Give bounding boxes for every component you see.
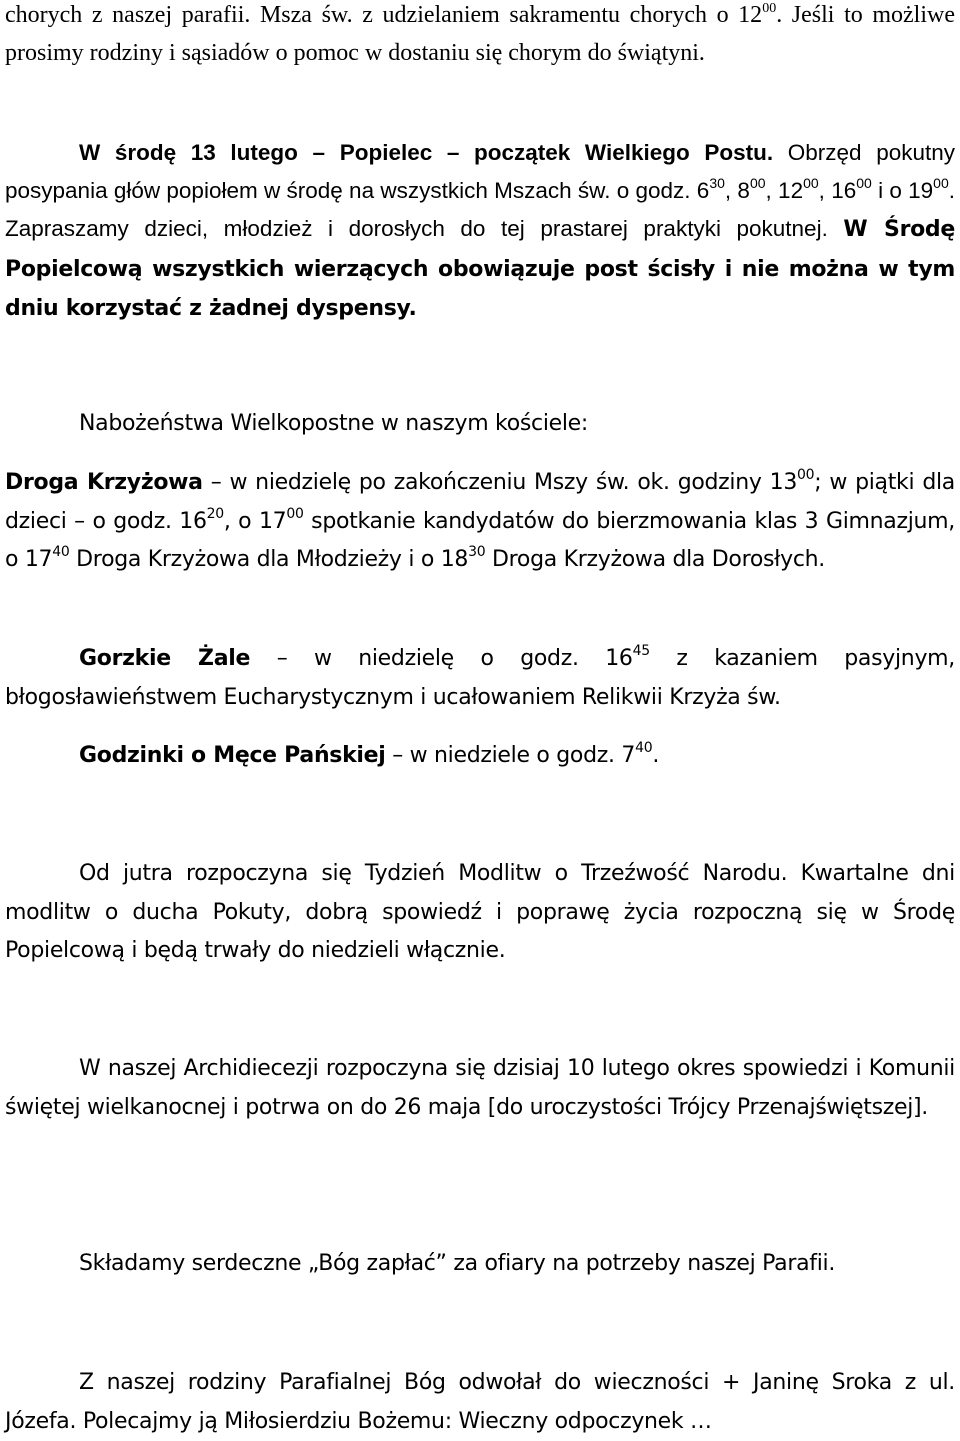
lamentations-heading: Gorzkie Żale (79, 646, 251, 671)
fast-obligation-notice: W Środę Popielcową wszystkich wierzących obowiązuje post ścisły i nie można w tym dniu korzystać z żadnej dyspensy. (5, 217, 956, 321)
ash-sup-4: 00 (856, 175, 872, 191)
ash-sup-5: 00 (933, 175, 949, 191)
lament-text-1: – w niedzielę o godz. 16 (250, 646, 633, 671)
paragraph-deceased: Z naszej rodziny Parafialnej Bóg odwołał do wieczności + Janinę Sroka z ul. Józefa. Polecajmy ją Miłosierdziu Bożemu: Wieczny odpoczynek … (5, 1370, 955, 1434)
ash-sup-3: 00 (803, 175, 819, 191)
stations-heading: Droga Krzyżowa (5, 470, 203, 495)
stations-text-1: – w niedzielę po zakończeniu Mszy św. ok. godziny 13 (202, 470, 798, 495)
little-hours-heading: Godzinki o Męce Pańskiej (79, 743, 386, 768)
lament-sup-1: 45 (632, 643, 650, 659)
paragraph-sobriety-week: Od jutra rozpoczyna się Tydzień Modlitw o Trzeźwość Narodu. Kwartalne dni modlitw o ducha Pokuty, dobrą spowiedź i poprawę życia rozpoczną się w Środę Popielcową i będą trwały do niedzieli włącznie. (5, 861, 955, 963)
lenten-services-heading: Nabożeństwa Wielkopostne w naszym kościele: (79, 411, 589, 436)
paragraph-stations-of-cross (5, 464, 955, 580)
ash-sup-2: 00 (749, 175, 766, 191)
stations-sup-3: 00 (286, 505, 304, 522)
paragraph-thanks: Składamy serdeczne „Bóg zapłać” za ofiary na potrzeby naszej Parafii. (79, 1251, 836, 1276)
ash-sup-1: 30 (709, 175, 725, 191)
stations-sup-1: 00 (797, 467, 815, 483)
stations-text-4: spotkanie kandydatów do bierzmowania klas 3 Gimnazjum, o 17 (5, 508, 955, 572)
ash-text-3: , 12 (765, 178, 804, 203)
stations-text-6: Droga Krzyżowa dla Dorosłych. (485, 547, 825, 572)
paragraph-little-hours (5, 737, 955, 776)
paragraph-sick-mass (5, 0, 955, 72)
hours-sup-1: 40 (635, 740, 653, 756)
sick-text-2: . Jeśli to możliwe prosimy rodziny i sąsiadów o pomoc w dostaniu się chorym do świątyni. (5, 2, 955, 66)
lament-text-2: z kazaniem pasyjnym, błogosławieństwem Eucharystycznym i ucałowaniem Relikwii Krzyża św. (5, 646, 955, 710)
ash-text-6: . Zapraszamy dzieci, młodzież i dorosłych do tej prastarej praktyki pokutnej. (5, 178, 956, 241)
sick-time-sup: 00 (762, 1, 777, 16)
ash-text-5: i o 19 (871, 178, 934, 203)
stations-sup-4: 40 (52, 544, 70, 560)
stations-text-5: Droga Krzyżowa dla Młodzieży i o 18 (69, 547, 469, 572)
stations-sup-2: 20 (206, 505, 224, 522)
stations-sup-5: 30 (468, 544, 486, 560)
ash-wednesday-heading: W środę 13 lutego – Popielec – początek Wielkiego Postu. (79, 140, 774, 165)
hours-text-2: . (652, 743, 660, 768)
paragraph-bitter-lamentations (5, 640, 955, 717)
hours-text-1: – w niedziele o godz. 7 (385, 743, 636, 768)
ash-text-4: , 16 (818, 178, 857, 203)
paragraph-easter-confession: W naszej Archidiecezji rozpoczyna się dzisiaj 10 lutego okres spowiedzi i Komunii świętej wielkanocnej i potrwa on do 26 maja [do uroczystości Trójcy Przenajświętszej]. (5, 1056, 955, 1120)
stations-text-3: , o 17 (223, 508, 287, 534)
ash-text-1: Obrzęd pokutny posypania głów popiołem w środę na wszystkich Mszach św. o godz. 6 (5, 140, 955, 203)
ash-text-2: , 8 (724, 178, 750, 203)
paragraph-ash-wednesday (5, 134, 955, 329)
sick-text-1: chorych z naszej parafii. Msza św. z udzielaniem sakramentu chorych o 12 (5, 2, 763, 28)
stations-text-2: ; w piątki dla dzieci – o godz. 16 (5, 470, 955, 534)
